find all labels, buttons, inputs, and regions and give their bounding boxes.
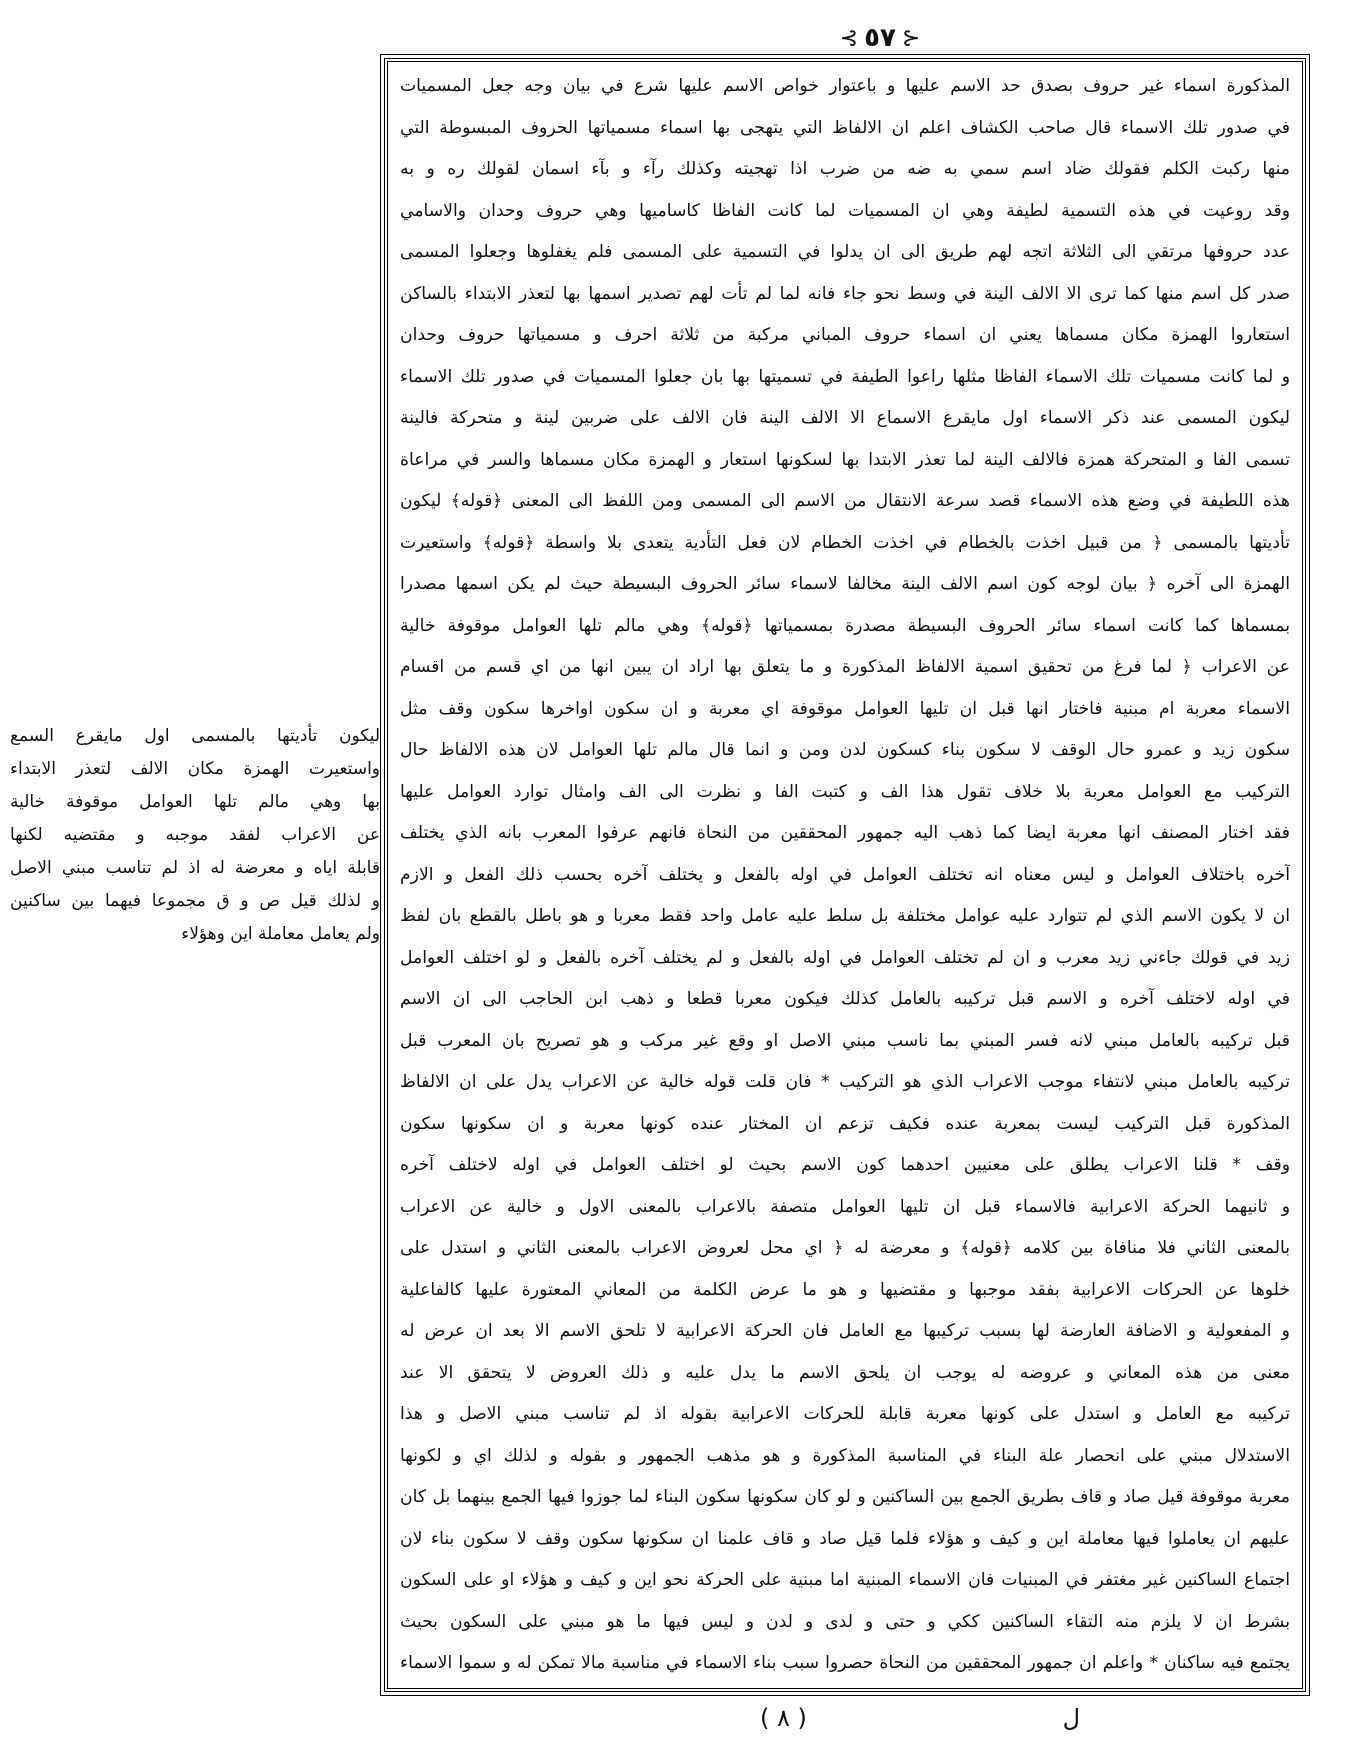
text-line: في صدور تلك الاسماء قال صاحب الكشاف اعلم ان الالفاظ التي يتهجى بها اسماء مسمياتها الحروف المبسوطة التي — [400, 117, 1290, 138]
text-line: تركيبه بالعامل مبني لانتفاء موجب الاعراب الذي هو التركيب * فان قلت قوله خالية عن الاعراب يدل على ان الالفاظ — [400, 1072, 1290, 1092]
text-line: عليهم ان يعاملوا فيها معاملة اين و كيف و هؤلاء فلما قيل صاد و قاف علمنا ان سكونها سكون وقف لا سكون بناء لان — [400, 1528, 1290, 1549]
text-line: و لما كانت مسميات تلك الاسماء الفاظا مثلها راعوا الطيفة في تسميتها بها بان جعلوا المسميات في صدور تلك الاسماء — [400, 366, 1290, 387]
ornament-right-icon: ⊱ — [901, 25, 921, 51]
page-footer — [760, 1698, 1080, 1738]
margin-note-line: قابلة اياه و معرضة له اذ لم تناسب مبني الاصل — [10, 858, 380, 878]
text-line: تركيبه مع العامل و استدل على كونها معربة قابلة للحركات الاعرابية بقوله اذ لم تناسب مبني الاصل و هذا — [400, 1404, 1290, 1424]
text-line: عدد حروفها مرتقي الى الثلاثة اتجه لهم طريق الى ان يدلوا في التسمية على المسمى فلم يغفلوها وجعلوا المسمى — [400, 242, 1290, 262]
text-line: فقد اختار المصنف انها معربة ايضا كما ذهب اليه جمهور المحققين من النحاة فانهم عرفوا المعرب بانه الذي يختلف — [400, 823, 1290, 843]
text-line: الاسماء معربة ام مبنية فاختار انها قبل ان تليها العوامل موقوفة اي معربة و ان سكون اواخرها سكون وقف مثل — [400, 698, 1290, 719]
text-line: صدر كل اسم منها كما ترى الا الالف الينة في وسط نحو جاء فانه لما لم تأت لهم تصدير اسمها بها لتعذر الابتداء بالساكن — [400, 283, 1290, 304]
text-line: المذكورة اسماء غير حروف بصدق حد الاسم عليها و باعتوار خواص الاسم عليها شرع في بيان وجه جعل المسميات — [400, 76, 1290, 96]
text-line: معربة موقوفة قيل صاد و قاف بطريق الجمع بين الساكنين و لو كان سكونها سكون البناء لما جوزوا فيها الجمع بينهما بل كان — [400, 1487, 1290, 1507]
text-line: و المفعولية و الاضافة العارضة لها بسبب تركيبها مع العامل فان الحركة الاعرابية لا تلحق الاسم الا بعد ان عرض له — [400, 1321, 1290, 1341]
text-line: قبل تركيبه بالعامل مبني لانه فسر المبني بما ناسب مبني الاصل او وقع غير مركب و هو تصريح بان المعرب قبل — [400, 1030, 1290, 1051]
margin-note-line: بها وهي مالم تلها العوامل موقوفة خالية — [10, 792, 380, 812]
margin-note-line: ليكون تأديتها بالمسمى اول مايقرع السمع — [10, 726, 380, 746]
text-line: بالمعنى الثاني فلا منافاة بين كلامه ﴿قوله﴾ و معرضة له ﴿ اي محل لعروض الاعراب بالمعنى الثاني و استدل على — [400, 1238, 1290, 1258]
signature-letter: ل — [1062, 1704, 1080, 1732]
text-line: اجتماع الساكنين غير مغتفر في المبنيات فان الاسماء المبنية اما مبنية على الحركة نحو اين و كيف و هؤلاء او على السكون — [400, 1570, 1290, 1590]
text-line: معنى من هذه المعاني و عروضه له يوجب ان يلحق الاسم ما يدل عليه و ذلك العروض لا يتحقق الا عند — [400, 1362, 1290, 1383]
text-line: سكون زيد و عمرو حال الوقف لا سكون بناء كسكون لدن ومن و انما قال مالم تلها العوامل لان هذه الالفاظ حال — [400, 740, 1290, 760]
text-line: الاستدلال مبني على انحصار علة البناء في المناسبة المذكورة و هو مذهب الجمهور و بقوله و لذلك اي و لكونها — [400, 1445, 1290, 1466]
text-line: الهمزة الى آخره ﴿ بيان لوجه كون اسم الالف الينة مخالفا لاسماء سائر الحروف البسيطة حيث لم يكن اسمها مصدرا — [400, 574, 1290, 594]
text-line: و ثانيهما الحركة الاعرابية فالاسماء قبل ان تليها العوامل متصفة بالاعراب بالمعنى الاول و خالية عن الاعراب — [400, 1196, 1290, 1217]
page-number: ٥٧ — [864, 23, 896, 53]
text-line: تأديتها بالمسمى ﴿ من قبيل اخذت بالخطام في اخذت الخطام لان فعل التأدية يتعدى بلا واسطة ﴿قوله﴾ واستعيرت — [400, 532, 1290, 553]
margin-note-line: و لذلك قيل ص و ق مجموعا فيهما بين ساكنين — [10, 891, 380, 911]
text-line: وقف * قلنا الاعراب يطلق على معنيين احدهما كون الاسم بحيث لو اختلف العوامل في اوله لاختلف آخره — [400, 1155, 1290, 1175]
text-line: آخره باختلاف العوامل و ليس معناه انه تختلف العوامل في اوله بالفعل و يختلف آخره بحسب ذلك الفعل و الازم — [400, 864, 1290, 885]
margin-note-line: واستعيرت الهمزة مكان الالف لتعذر الابتداء — [10, 759, 380, 779]
text-line: التركيب مع العوامل معربة بلا خلاف تقول هذا الف و كتبت الفا و نظرت الى الف وامثال توارد العوامل عليها — [400, 781, 1290, 802]
sheet-number: ( ٨ ) — [760, 1704, 807, 1732]
text-line: بشرط ان لا يلزم منه التقاء الساكنين ككي و حتى و لدى و لدن و ليس فيها ما هو مبني على السكون بحيث — [400, 1611, 1290, 1632]
text-line: عن الاعراب ﴿ لما فرغ من تحقيق اسمية الالفاظ المذكورة و ما يتعلق بها اراد ان يبين انها من اي قسم من اقسام — [400, 657, 1290, 677]
margin-note — [10, 720, 380, 951]
text-line: بمسماها كما كانت اسماء سائر الحروف البسيطة مصدرة بمسمياتها ﴿قوله﴾ وهي مالم تلها العوامل موقوفة خالية — [400, 615, 1290, 636]
margin-note-line: ولم يعامل معاملة اين وهؤلاء — [181, 924, 380, 944]
text-line: المذكورة قبل التركيب ليست بمعربة عنده فكيف تزعم ان المختار عنده كونها معربة و ان سكونها سكون — [400, 1113, 1290, 1134]
text-line: هذه اللطيفة في وضع هذه الاسماء قصد سرعة الانتقال من الاسم الى المسمى ومن اللفظ الى المعنى ﴿قوله﴾ ليكون — [400, 491, 1290, 511]
text-line: يجتمع فيه ساكنان * واعلم ان جمهور المحققين من النحاة حصروا سبب بناء الاسماء في مناسبة مالا تمكن له و سموا الاسماء — [400, 1653, 1290, 1673]
text-line: ليكون المسمى عند ذكر الاسماء اول مايقرع الاسماع الا الالف الينة فان الالف على ضربين لينة و متحركة فالينة — [400, 408, 1290, 428]
ornament-left-icon: ⊰ — [839, 25, 859, 51]
main-text-frame — [384, 58, 1306, 1692]
text-line: في اوله لاختلف آخره و الاسم قبل تركيبه بالعامل كذلك فيكون معربا قطعا و ذهب ابن الحاجب الى ان الاسم — [400, 989, 1290, 1009]
text-line: ان لا يكون الاسم الذي لم تتوارد عليه عوامل مختلفة بل سلط عليه عامل واحد فقط معربا و هو باطل بالقطع بان لفظ — [400, 906, 1290, 926]
text-line: تسمى الفا و المتحركة همزة فالالف الينة لما تعذر الابتدا بها لسكونها استعار و الهمزة مكان مسماها والسر في مراعاة — [400, 449, 1290, 470]
text-line: خلوها عن الحركات الاعرابية بفقد موجبها و مقتضيها و هو ما عرض الكلمة من المعاني المعتورة عليها كالفاعلية — [400, 1279, 1290, 1300]
text-line: زيد في قولك جاءني زيد معرب و ان لم تختلف العوامل في اوله بالفعل و لم يختلف آخره بالفعل و لو اختلف العوامل — [400, 947, 1290, 968]
main-text-body — [400, 72, 1290, 1678]
text-line: منها ركبت الكلم فقولك ضاد اسم سمي به ضه من ضرب اذا تهجيته وكذلك رآء و بآء اسمان لقولك ره و به — [400, 159, 1290, 179]
text-line: وقد روعيت في هذه التسمية لطيفة وهي ان المسميات لما كانت الفاظا كاساميها وهي حروف وحدان والاسامي — [400, 200, 1290, 221]
text-line: استعاروا الهمزة مكان مسماها يعني ان اسماء حروف المباني مركبة من ثلاثة احرف و مسمياتها حروف وحدان — [400, 325, 1290, 345]
margin-note-line: عن الاعراب لفقد موجبه و مقتضيه لكنها — [10, 825, 380, 845]
page-header — [820, 18, 940, 58]
